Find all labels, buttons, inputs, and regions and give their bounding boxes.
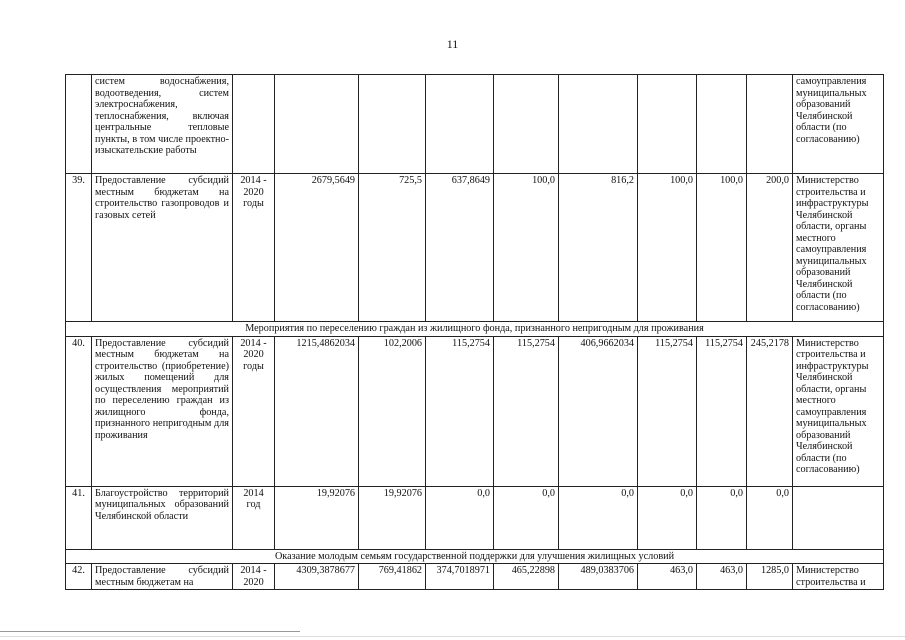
- budget-table: [65, 74, 884, 590]
- section-title: Мероприятия по переселению граждан из жилищного фонда, признанного непригодным для проживания: [66, 322, 884, 337]
- funding-value: 0,0: [638, 486, 697, 549]
- measure-description: Благоустройство территорий муниципальных образований Челябинской области: [92, 486, 233, 549]
- table-row: [66, 336, 884, 486]
- section-header-row: [66, 549, 884, 564]
- period-years: 2014 - 2020 годы: [233, 174, 275, 322]
- period-years: 2014 - 2020: [233, 564, 275, 590]
- row-number: 40.: [66, 336, 92, 486]
- table-row: [66, 486, 884, 549]
- funding-value: 19,92076: [275, 486, 359, 549]
- funding-value: 465,22898: [494, 564, 559, 590]
- funding-value: 115,2754: [638, 336, 697, 486]
- responsible-party: самоуправления муниципальных образований Челябинской области (по согласованию): [793, 75, 884, 174]
- funding-value: 489,0383706: [559, 564, 638, 590]
- measure-description: систем водоснабжения, водоотведения, систем электроснабжения, теплоснабжения, включая центральные тепловые пункты, в том числе проектно-изыскательские работы: [92, 75, 233, 174]
- row-number: [66, 75, 92, 174]
- period-years: 2014 год: [233, 486, 275, 549]
- funding-value: 769,41862: [359, 564, 426, 590]
- funding-value: [559, 75, 638, 174]
- funding-value: 1285,0: [747, 564, 793, 590]
- funding-value: 0,0: [747, 486, 793, 549]
- row-number: 42.: [66, 564, 92, 590]
- responsible-party: Министерство строительства и инфраструктуры Челябинской области, органы местного самоуправления муниципальных образований Челябинской области (по согласованию): [793, 336, 884, 486]
- page-edge-line: [0, 636, 905, 637]
- funding-value: 0,0: [426, 486, 494, 549]
- measure-description: Предоставление субсидий местным бюджетам на: [92, 564, 233, 590]
- funding-value: 463,0: [638, 564, 697, 590]
- funding-value: 115,2754: [697, 336, 747, 486]
- funding-value: [494, 75, 559, 174]
- funding-value: 100,0: [494, 174, 559, 322]
- funding-value: 4309,3878677: [275, 564, 359, 590]
- footer-line: [0, 631, 300, 632]
- funding-value: 200,0: [747, 174, 793, 322]
- page-number: 11: [446, 37, 459, 51]
- responsible-party: Министерство строительства и инфраструктуры Челябинской области, органы местного самоуправления муниципальных образований Челябинской области (по согласованию): [793, 174, 884, 322]
- funding-value: 100,0: [638, 174, 697, 322]
- funding-value: 245,2178: [747, 336, 793, 486]
- funding-value: 2679,5649: [275, 174, 359, 322]
- measure-description: Предоставление субсидий местным бюджетам на строительство газопроводов и газовых сетей: [92, 174, 233, 322]
- funding-value: 374,7018971: [426, 564, 494, 590]
- funding-value: 115,2754: [426, 336, 494, 486]
- funding-value: 463,0: [697, 564, 747, 590]
- table-row: [66, 174, 884, 322]
- funding-value: 100,0: [697, 174, 747, 322]
- funding-value: 406,9662034: [559, 336, 638, 486]
- section-header-row: [66, 322, 884, 337]
- funding-value: 816,2: [559, 174, 638, 322]
- funding-value: 102,2006: [359, 336, 426, 486]
- period-years: [233, 75, 275, 174]
- measure-description: Предоставление субсидий местным бюджетам на строительство (приобретение) жилых помещений для осуществления мероприятий по переселению граждан из жилищного фонда, признанного непригодным для проживания: [92, 336, 233, 486]
- funding-value: 19,92076: [359, 486, 426, 549]
- funding-value: [747, 75, 793, 174]
- funding-value: 115,2754: [494, 336, 559, 486]
- funding-value: [359, 75, 426, 174]
- funding-value: 637,8649: [426, 174, 494, 322]
- funding-value: 0,0: [494, 486, 559, 549]
- table-row: [66, 75, 884, 174]
- funding-value: 0,0: [697, 486, 747, 549]
- funding-value: 1215,4862034: [275, 336, 359, 486]
- funding-value: 725,5: [359, 174, 426, 322]
- funding-value: [697, 75, 747, 174]
- section-title: Оказание молодым семьям государственной поддержки для улучшения жилищных условий: [66, 549, 884, 564]
- table-row: [66, 564, 884, 590]
- period-years: 2014 - 2020 годы: [233, 336, 275, 486]
- funding-value: [275, 75, 359, 174]
- funding-value: 0,0: [559, 486, 638, 549]
- responsible-party: [793, 486, 884, 549]
- row-number: 41.: [66, 486, 92, 549]
- responsible-party: Министерство строительства и: [793, 564, 884, 590]
- funding-value: [638, 75, 697, 174]
- row-number: 39.: [66, 174, 92, 322]
- funding-value: [426, 75, 494, 174]
